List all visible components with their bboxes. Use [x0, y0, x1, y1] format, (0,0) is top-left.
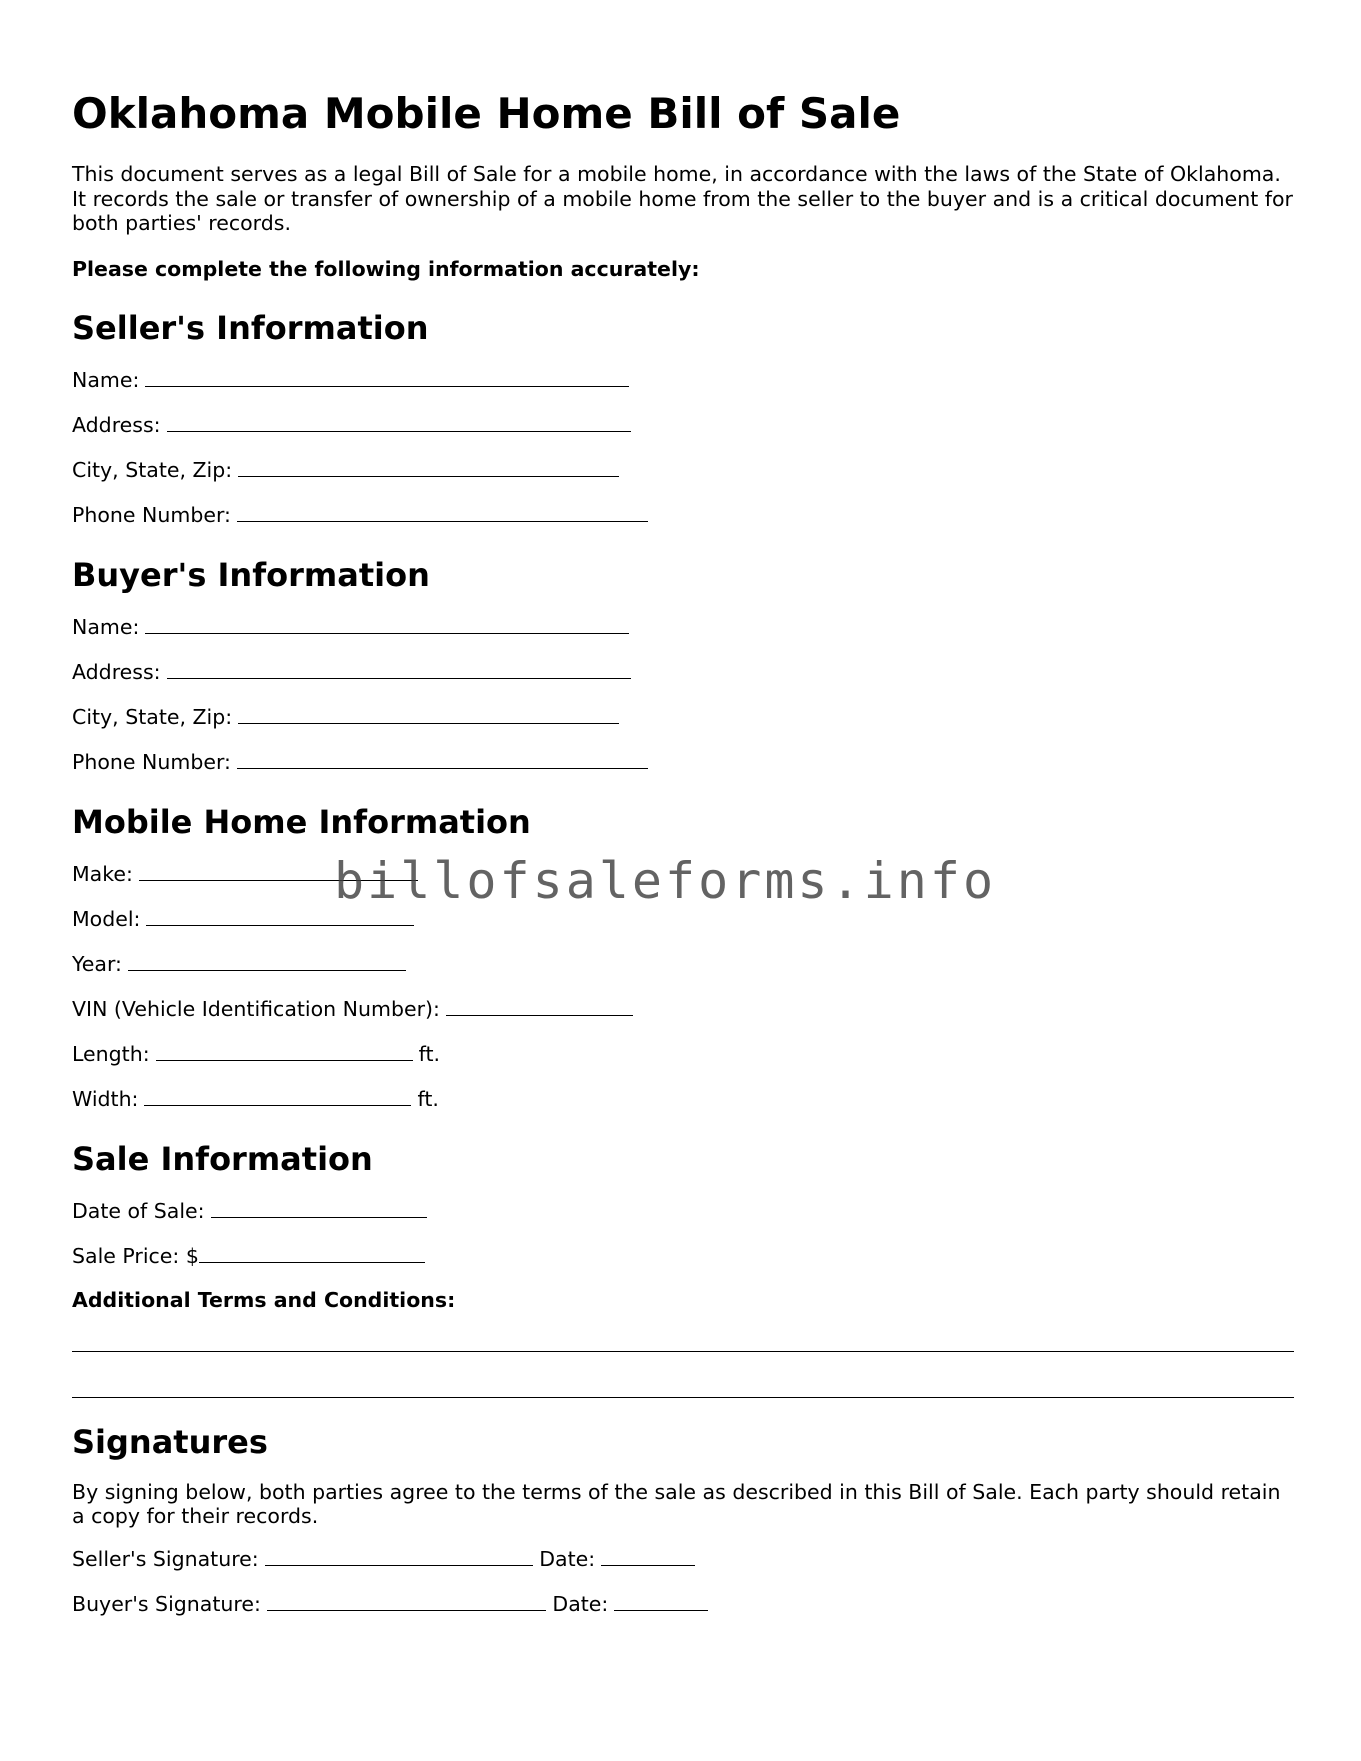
home-make-blank[interactable] [139, 860, 418, 881]
seller-heading: Seller's Information [72, 308, 429, 347]
sale-date-blank[interactable] [211, 1197, 427, 1218]
home-model-label: Model: [72, 906, 141, 931]
seller-phone-field [72, 501, 1294, 527]
sale-price-blank[interactable] [199, 1242, 425, 1263]
buyer-name-field [72, 613, 1294, 639]
home-vin-label: VIN (Vehicle Identification Number): [72, 996, 440, 1021]
buyer-name-blank[interactable] [145, 613, 629, 634]
watermark-text: billofsaleforms.info [334, 852, 997, 910]
buyer-signature-label: Buyer's Signature: [72, 1591, 261, 1616]
home-model-blank[interactable] [146, 905, 414, 926]
seller-signature-field [72, 1545, 1294, 1571]
sale-heading: Sale Information [72, 1139, 373, 1178]
buyer-address-label: Address: [72, 659, 161, 684]
buyer-signature-field [72, 1590, 1294, 1616]
buyer-phone-label: Phone Number: [72, 749, 231, 774]
home-model-field [72, 905, 1294, 931]
sale-price-field [72, 1242, 1294, 1268]
sale-price-label: Sale Price: $ [72, 1243, 199, 1268]
home-make-field [72, 860, 1294, 886]
home-year-label: Year: [72, 951, 122, 976]
sale-date-label: Date of Sale: [72, 1198, 205, 1223]
buyer-city-blank[interactable] [238, 703, 619, 724]
intro-paragraph: This document serves as a legal Bill of Sale for a mobile home, in accordance with the laws of the State of Oklahoma. It records the sale or transfer of ownership of a mobile home from the seller to the buyer and is a critical document for both parties' records. [72, 162, 1293, 235]
seller-phone-blank[interactable] [237, 501, 648, 522]
seller-name-blank[interactable] [145, 366, 629, 387]
home-make-label: Make: [72, 861, 133, 886]
buyer-signature-blank[interactable] [267, 1590, 546, 1611]
buyer-phone-blank[interactable] [237, 748, 648, 769]
seller-signature-label: Seller's Signature: [72, 1546, 259, 1571]
seller-signature-blank[interactable] [265, 1545, 533, 1566]
home-length-unit: ft. [418, 1041, 441, 1066]
terms-label: Additional Terms and Conditions: [72, 1287, 456, 1312]
signatures-heading: Signatures [72, 1422, 268, 1461]
home-year-blank[interactable] [128, 950, 406, 971]
terms-label-row [72, 1287, 1294, 1313]
home-length-blank[interactable] [156, 1040, 413, 1061]
buyer-phone-field [72, 748, 1294, 774]
page-title: Oklahoma Mobile Home Bill of Sale [72, 89, 901, 138]
seller-date-label: Date: [539, 1546, 596, 1571]
seller-name-field [72, 366, 1294, 392]
terms-line-1[interactable] [72, 1351, 1294, 1352]
seller-address-label: Address: [72, 412, 161, 437]
buyer-city-label: City, State, Zip: [72, 704, 233, 729]
home-length-label: Length: [72, 1041, 150, 1066]
seller-name-label: Name: [72, 367, 140, 392]
buyer-address-field [72, 658, 1294, 684]
home-year-field [72, 950, 1294, 976]
signatures-text: By signing below, both parties agree to the terms of the sale as described in this Bill of Sale. Each party should retain a copy for their records. [72, 1479, 1281, 1528]
seller-city-label: City, State, Zip: [72, 457, 233, 482]
home-width-unit: ft. [417, 1086, 439, 1111]
instruction-text: Please complete the following information accurately: [72, 256, 700, 281]
terms-line-2[interactable] [72, 1397, 1294, 1398]
sale-date-field [72, 1197, 1294, 1223]
home-width-field [72, 1085, 1294, 1111]
seller-phone-label: Phone Number: [72, 502, 231, 527]
buyer-heading: Buyer's Information [72, 555, 430, 594]
home-vin-blank[interactable] [446, 995, 633, 1016]
document-page [72, 86, 1294, 1635]
seller-address-field [72, 411, 1294, 437]
buyer-name-label: Name: [72, 614, 140, 639]
seller-address-blank[interactable] [167, 411, 631, 432]
seller-city-blank[interactable] [238, 456, 619, 477]
home-heading: Mobile Home Information [72, 802, 531, 841]
seller-date-blank[interactable] [601, 1545, 695, 1566]
buyer-address-blank[interactable] [167, 658, 631, 679]
home-length-field [72, 1040, 1294, 1066]
buyer-date-blank[interactable] [614, 1590, 708, 1611]
seller-city-field [72, 456, 1294, 482]
home-vin-field [72, 995, 1294, 1021]
home-width-label: Width: [72, 1086, 139, 1111]
home-width-blank[interactable] [144, 1085, 411, 1106]
buyer-date-label: Date: [552, 1591, 609, 1616]
buyer-city-field [72, 703, 1294, 729]
